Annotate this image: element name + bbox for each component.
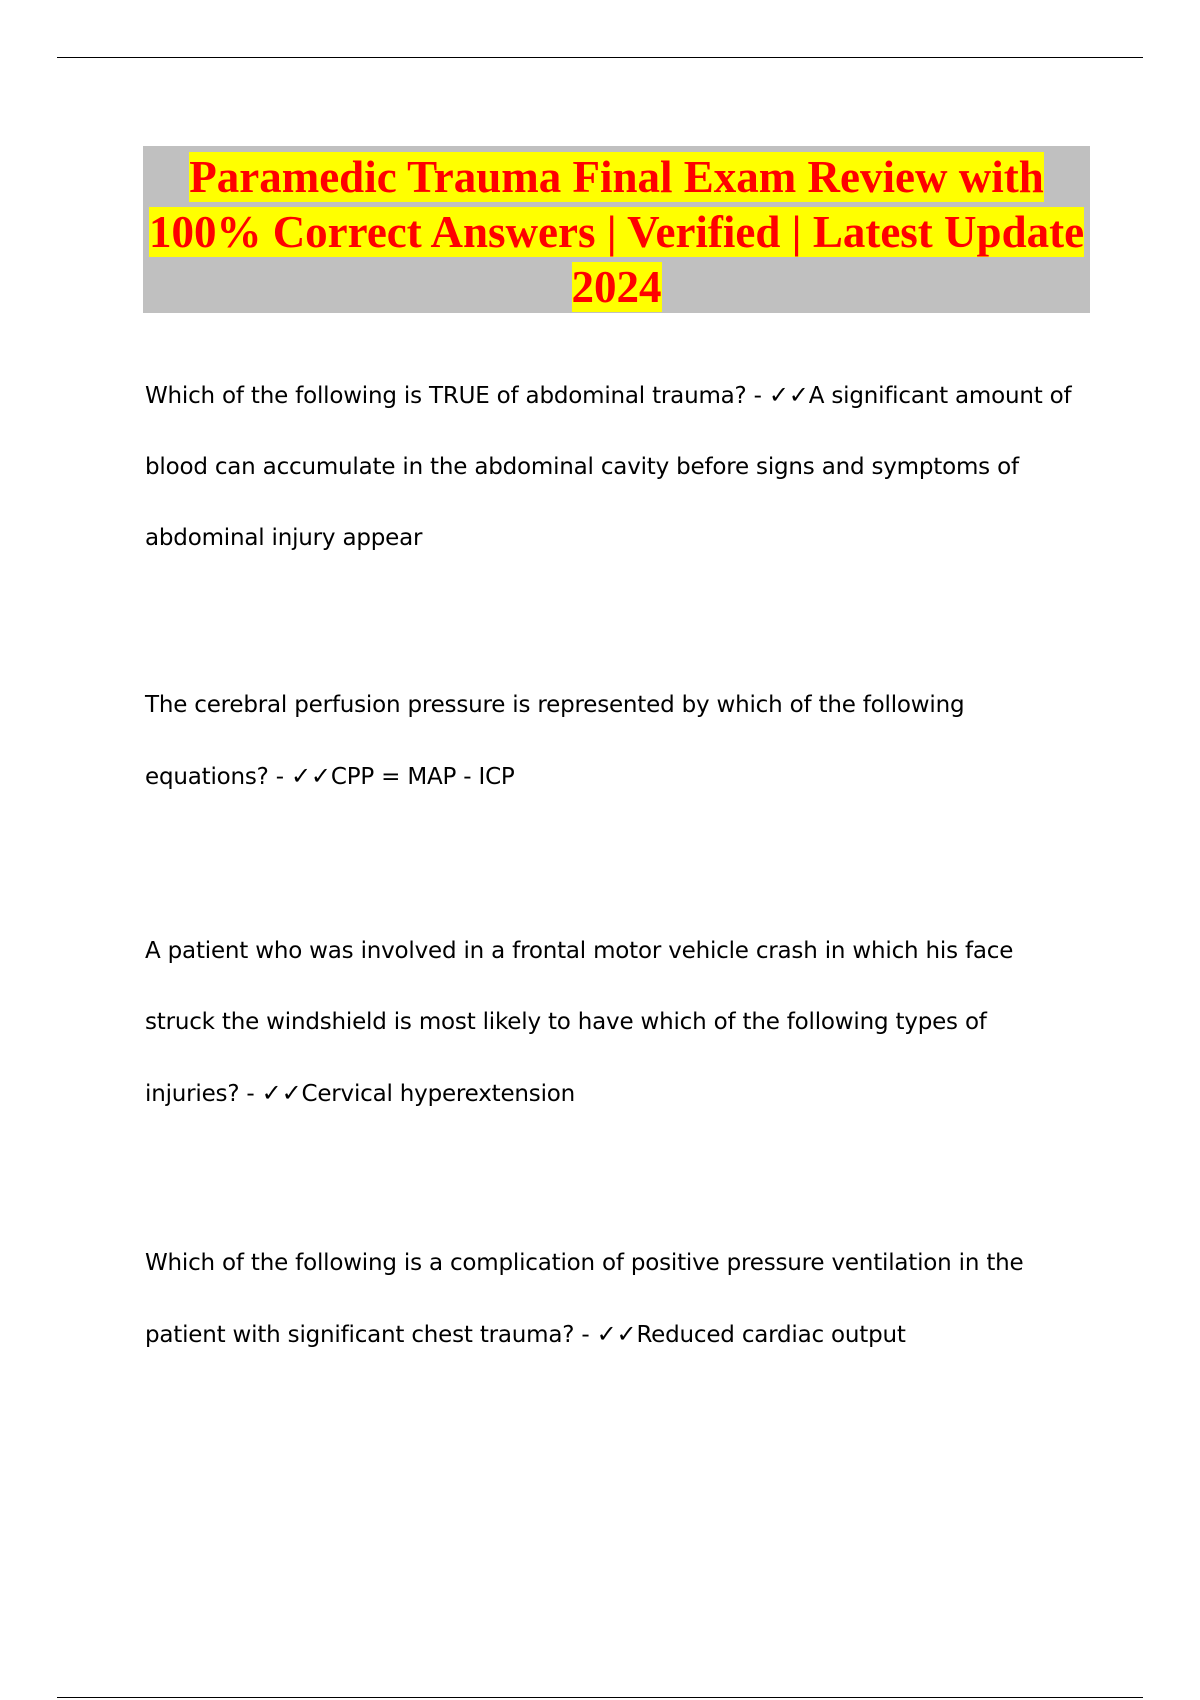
qa-item [145, 1228, 1075, 1371]
question-text: The cerebral perfusion pressure is represented by which of the following equations? - [145, 692, 965, 790]
answer-text: Cervical hyperextension [301, 1081, 576, 1107]
answer-text: CPP = MAP - ICP [330, 764, 515, 790]
qa-item [145, 670, 1075, 813]
double-check-icon: ✓✓ [596, 1320, 637, 1348]
answer-text: A significant amount of blood can accumulate in the abdominal cavity before signs and symptoms of abdominal injury appear [145, 383, 1072, 551]
title-block [143, 146, 1090, 313]
document-title: Paramedic Trauma Final Exam Review with 100% Correct Answers | Verified | Latest Update 2024 [148, 152, 1085, 312]
double-check-icon: ✓✓ [768, 381, 809, 409]
question-text: Which of the following is TRUE of abdominal trauma? - [145, 383, 769, 409]
qa-item [145, 916, 1075, 1130]
bottom-rule [57, 1697, 1143, 1698]
answer-text: Reduced cardiac output [636, 1322, 906, 1348]
top-rule [57, 57, 1143, 58]
double-check-icon: ✓✓ [291, 762, 331, 790]
question-text: Which of the following is a complication of positive pressure ventilation in the patient with significant chest trauma? - [145, 1250, 1024, 1348]
question-text: A patient who was involved in a frontal motor vehicle crash in which his face struck the windshield is most likely to have which of the following types of injuries? - [145, 938, 1014, 1107]
double-check-icon: ✓✓ [261, 1079, 302, 1107]
qa-item [145, 360, 1075, 574]
